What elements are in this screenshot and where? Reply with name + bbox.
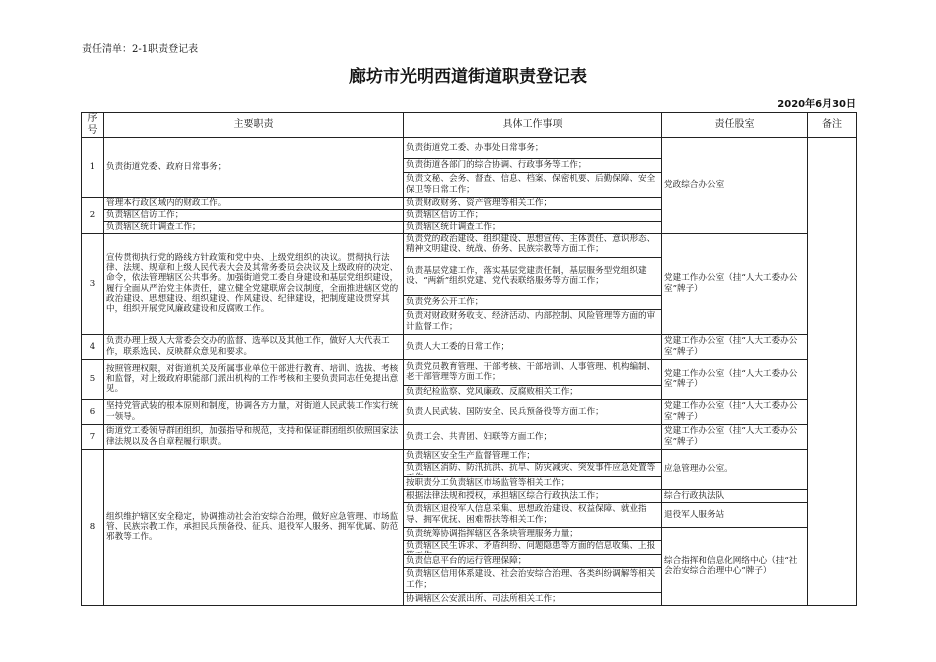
table-row (82, 359, 857, 385)
main-duty-cell: 宣传贯彻执行党的路线方针政策和党中央、上级党组织的决议。贯彻执行法律、法规、规章和上级人民代表大会及其常务委员会决议及上级政府的决定、命令，依法管理辖区公共事务。加强街道党工委自身建设和基层党组织建设，履行全面从严治党主体责任，建立健全党建联席会议制度，全面推进辖区党的政治建设、思想建设、组织建设、作风建设、纪律建设，把制度建设贯穿其中，组织开展党风廉政建设和反腐败工作。 (104, 233, 404, 334)
main-duty-cell: 负责办理上级人大常委会交办的监督、选举以及其他工作，做好人大代表工作，联系选民、反映群众意见和要求。 (104, 334, 404, 359)
work-item-cell: 负责人大工委的日常工作； (404, 334, 662, 359)
work-item-cell: 负责辖区退役军人信息采集、思想政治建设、权益保障、就业指导、拥军优抚、困难帮扶等相关工作； (404, 502, 662, 527)
work-item-cell: 负责人民武装、国防安全、民兵预备役等方面工作； (404, 399, 662, 424)
row-number: 1 (82, 137, 104, 197)
work-item-cell: 负责辖区信访工作； (404, 209, 662, 221)
work-item-cell: 负责辖区信用体系建设、社会治安综合治理、各类纠纷调解等相关工作； (404, 567, 662, 592)
work-item-cell: 负责辖区安全生产监督管理工作； (404, 449, 662, 462)
row-number: 6 (82, 399, 104, 424)
row-number: 7 (82, 424, 104, 449)
row-number: 5 (82, 359, 104, 399)
responsible-dept-cell: 党建工作办公室（挂“人大工委办公室”牌子） (662, 334, 808, 359)
list-label: 责任清单：2-1职责登记表 (82, 44, 199, 55)
responsible-dept-cell: 应急管理办公室。 (662, 449, 808, 489)
col-header-duty: 主要职责 (104, 113, 404, 138)
remark-cell (808, 137, 857, 605)
main-duty-cell: 负责辖区信访工作； (104, 209, 404, 221)
table-row (82, 233, 857, 257)
work-item-cell: 负责财政财务、资产管理等相关工作； (404, 197, 662, 209)
table-row (82, 424, 857, 449)
responsible-dept-cell: 党建工作办公室（挂“人大工委办公室”牌子） (662, 424, 808, 449)
responsible-dept-cell: 党建工作办公室（挂“人大工委办公室”牌子） (662, 359, 808, 399)
work-item-cell: 负责基层党建工作，落实基层党建责任制，基层服务型党组织建设、“两新”组织党建、党代表联络服务等方面工作； (404, 257, 662, 295)
work-item-cell (404, 462, 662, 476)
work-item-cell (404, 540, 662, 554)
row-number: 4 (82, 334, 104, 359)
main-duty-cell: 组织维护辖区安全稳定，协调推动社会治安综合治理，做好应急管理、市场监管、民族宗教工作，承担民兵预备役、征兵、退役军人服务、拥军优属、防范邪教等工作。 (104, 449, 404, 605)
work-item-cell: 根据法律法规和授权，承担辖区综合行政执法工作； (404, 489, 662, 502)
responsible-dept-cell: 党建工作办公室（挂“人大工委办公室”牌子） (662, 233, 808, 334)
work-item-cell: 负责街道各部门的综合协调、行政事务等工作； (404, 158, 662, 172)
work-item-cell: 负责辖区统计调查工作； (404, 221, 662, 233)
responsible-dept-cell: 党政综合办公室 (662, 137, 808, 233)
work-item-cell: 负责工会、共青团、妇联等方面工作； (404, 424, 662, 449)
work-item-text: 负责辖区消防、防汛抗洪、抗旱、防灾减灾、突发事件应急处置等 (406, 463, 656, 474)
col-header-remark: 备注 (808, 113, 857, 138)
work-item-cell: 负责统筹协调指挥辖区各条块管理服务力量； (404, 527, 662, 540)
work-item-cell (404, 233, 662, 257)
row-number: 3 (82, 233, 104, 334)
table-header-row (82, 113, 857, 138)
work-item-cell: 负责党务公开工作； (404, 295, 662, 309)
table-row (82, 334, 857, 359)
duty-register-table (81, 112, 857, 606)
work-item-cell: 负责纪检监察、党风廉政、反腐败相关工作； (404, 385, 662, 399)
responsible-dept-cell: 党建工作办公室（挂“人大工委办公室”牌子） (662, 399, 808, 424)
work-item-cell: 负责文秘、会务、督查、信息、档案、保密机要、后勤保障、安全保卫等日常工作； (404, 172, 662, 197)
work-item-cell: 负责信息平台的运行管理保障； (404, 554, 662, 567)
main-duty-cell: 负责街道党委、政府日常事务； (104, 137, 404, 197)
work-item-text: 负责辖区民生诉求、矛盾纠纷、问题隐患等方面的信息收集、上报 (406, 541, 656, 552)
col-header-items: 具体工作事项 (404, 113, 662, 138)
table-row (82, 137, 857, 158)
main-duty-cell: 坚持党管武装的根本原则和制度，协调各方力量，对街道人民武装工作实行统一领导。 (104, 399, 404, 424)
row-number: 2 (82, 197, 104, 233)
responsible-dept-cell: 退役军人服务站 (662, 502, 808, 527)
table-row (82, 449, 857, 462)
page-title: 廊坊市光明西道街道职责登记表 (349, 67, 587, 87)
work-item-cell: 负责对财政财务收支、经济活动、内部控制、风险管理等方面的审计监督工作； (404, 309, 662, 334)
main-duty-cell: 负责辖区统计调查工作； (104, 221, 404, 233)
col-header-no: 序号 (82, 113, 104, 138)
work-item-cell: 协调辖区公安派出所、司法所相关工作； (404, 592, 662, 605)
table-row (82, 399, 857, 424)
col-header-dept: 责任股室 (662, 113, 808, 138)
work-item-text: 负责党的政治建设、组织建设、思想宣传、主体责任、意识形态、精神文明建设、统战、侨务、民族宗教等方面工作； (406, 234, 656, 255)
work-item-cell: 按职责分工负责辖区市场监管等相关工作； (404, 476, 662, 489)
main-duty-cell: 管理本行政区域内的财政工作。 (104, 197, 404, 209)
work-item-cell: 负责街道党工委、办事处日常事务； (404, 137, 662, 158)
row-number: 8 (82, 449, 104, 605)
responsible-dept-cell: 综合指挥和信息化网络中心（挂“社会治安综合治理中心”牌子） (662, 527, 808, 605)
date-label: 2020年6月30日 (777, 99, 856, 110)
main-duty-cell: 按照管理权限，对街道机关及所属事业单位干部进行教育、培训、选拔、考核和监督，对上级政府职能部门派出机构的工作考核和主要负责同志任免提出意见。 (104, 359, 404, 399)
main-duty-cell: 街道党工委领导群团组织，加强指导和规范，支持和保证群团组织依照国家法律法规以及各自章程履行职责。 (104, 424, 404, 449)
work-item-cell: 负责党员教育管理、干部考核、干部培训、人事管理、机构编制、老干部管理等方面工作； (404, 359, 662, 385)
responsible-dept-cell: 综合行政执法队 (662, 489, 808, 502)
